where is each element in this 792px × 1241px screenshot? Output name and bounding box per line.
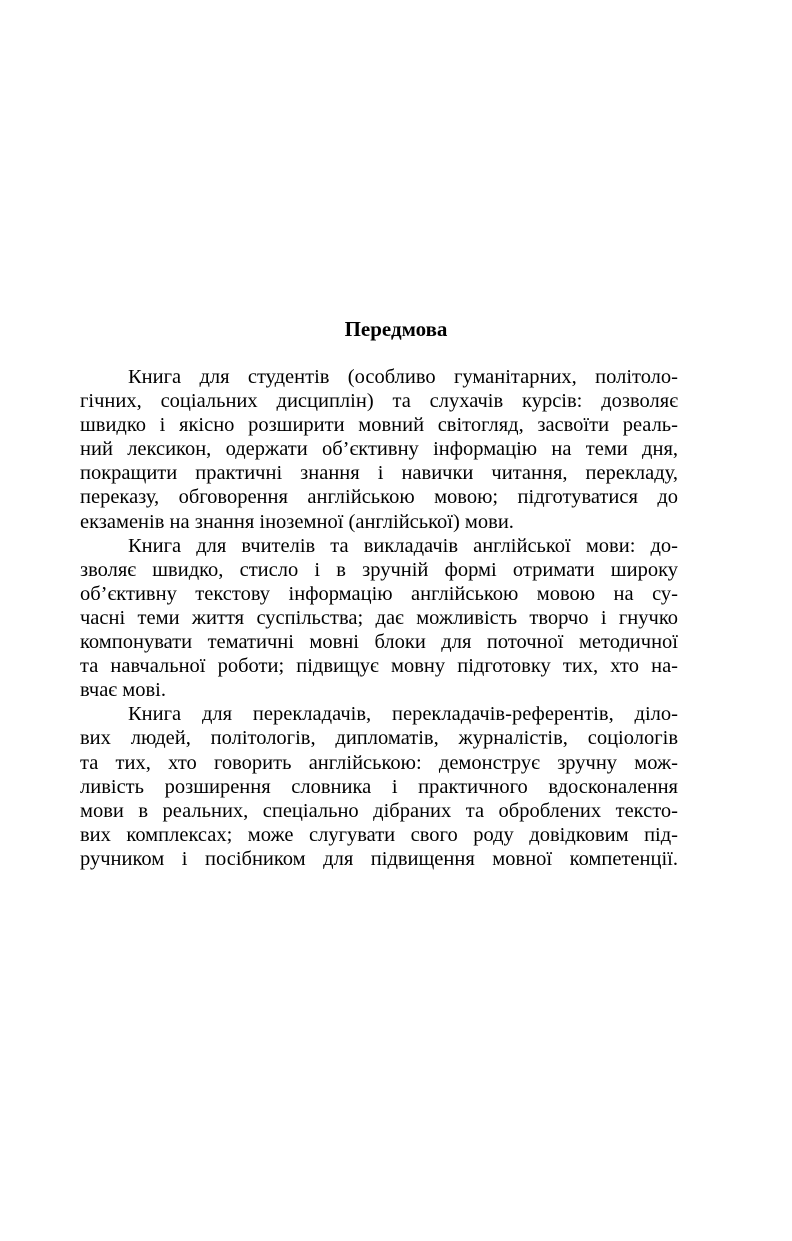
text-line: переказу, обговорення англійською мовою; підготуватися до [80, 486, 678, 509]
text-line: вчає мові. [80, 679, 166, 702]
text-line: часні теми життя суспільства; дає можливість творчо і гнучко [80, 606, 678, 629]
text-line: зволяє швидко, стисло і в зручній формі отримати широку [80, 558, 678, 581]
page-title: Передмова [344, 317, 448, 341]
body-text [80, 365, 678, 871]
paragraph-1 [80, 365, 678, 534]
text-line: компонувати тематичні мовні блоки для поточної методичної [80, 631, 678, 654]
text-line: ний лексикон, одержати об’єктивну інформацію на теми дня, [80, 438, 678, 461]
text-line: екзаменів на знання іноземної (англійської) мови. [80, 510, 514, 533]
text-line: вих людей, політологів, дипломатів, журналістів, соціологів [80, 727, 678, 750]
paragraph-2 [80, 534, 678, 703]
text-line: Книга для перекладачів, перекладачів-референтів, ділo- [128, 703, 678, 726]
text-line: Книга для вчителів та викладачів англійської мови: до- [128, 534, 678, 557]
text-line: гічних, соціальних дисциплін) та слухачів курсів: дозволяє [80, 390, 678, 413]
text-line: об’єктивну текстову інформацію англійською мовою на су- [80, 582, 678, 605]
text-line: мови в реальних, спеціально дібраних та оброблених тексто- [80, 799, 678, 822]
text-line: та тих, хто говорить англійською: демонструє зручну мож- [80, 751, 678, 774]
text-line: швидко і якісно розширити мовний світогляд, засвоїти реаль- [80, 414, 678, 437]
text-line: покращити практичні знання і навички читання, перекладу, [80, 462, 678, 485]
text-line: ручником і посібником для підвищення мовної компетенції. [80, 847, 678, 870]
text-line: вих комплексах; може слугувати свого роду довідковим під- [80, 823, 678, 846]
text-line: Книга для студентів (особливо гуманітарних, політоло- [128, 366, 678, 388]
paragraph-3 [80, 702, 678, 871]
text-line: та навчальної роботи; підвищує мовну підготовку тих, хто на- [80, 655, 678, 678]
text-line: ливість розширення словника і практичного вдосконалення [80, 775, 678, 798]
